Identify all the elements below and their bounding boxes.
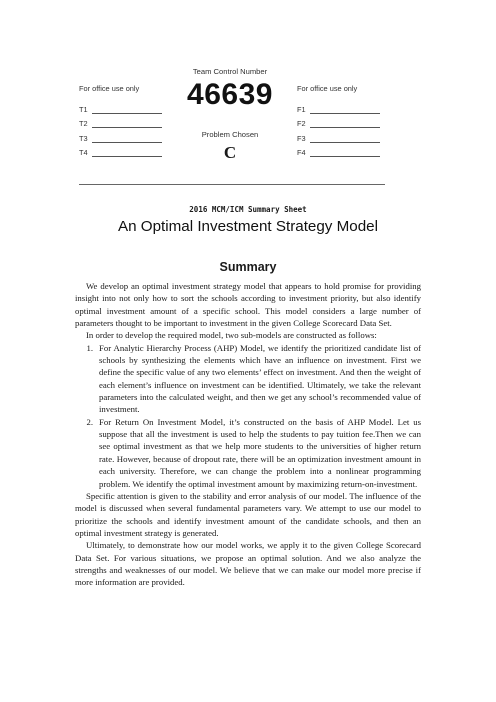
blank-line xyxy=(92,134,162,143)
submodel-list xyxy=(75,342,421,490)
summary-body xyxy=(75,280,421,589)
office-row-t2: T2 xyxy=(79,114,162,129)
office-row-f4: F4 xyxy=(297,143,380,158)
office-use-right xyxy=(297,84,380,157)
office-row-t1: T1 xyxy=(79,99,162,114)
list-text: For Return On Investment Model, it’s constructed on the basis of AHP Model. Let us suppose that all the investment is used to help the students to pay tuition fee.Then we can see optimal investment as that we help more students to the universities of higher return rate. However, because of dropout rate, there will be an optimization investment amount in each university. Therefore, we can change the problem into a nonlinear programming problem. We identify the optimal investment amount by maximizing return-on-investment. xyxy=(99,416,421,489)
office-row-t4: T4 xyxy=(79,143,162,158)
blank-line xyxy=(310,134,380,143)
list-item xyxy=(75,416,421,490)
office-use-left xyxy=(79,84,162,157)
team-info xyxy=(180,67,280,163)
cover-header xyxy=(0,0,496,190)
team-control-number: 46639 xyxy=(187,78,273,111)
list-number: 2. xyxy=(86,416,93,427)
team-control-label: Team Control Number xyxy=(192,67,268,76)
blank-line xyxy=(310,119,380,128)
blank-line xyxy=(92,105,162,114)
office-row-f3: F3 xyxy=(297,128,380,143)
summary-heading: Summary xyxy=(219,260,277,274)
list-text: For Analytic Hierarchy Process (AHP) Model, we identify the prioritized candidate list of schools by synthesizing the elements which have an influence on investment. First we define the specific value of any two elements’ effect on investment. And then the weight of each element’s influence on investment can be identified. Ultimately, we take the relevant parameters into the calculated weight, and then we get any school’s recommended value of investment. xyxy=(99,342,421,415)
sheet-title: 2016 MCM/ICM Summary Sheet xyxy=(189,205,307,214)
header-divider xyxy=(79,184,385,185)
problem-chosen-label: Problem Chosen xyxy=(201,130,259,139)
office-row-f2: F2 xyxy=(297,114,380,129)
office-use-label: For office use only xyxy=(297,84,358,93)
blank-line xyxy=(92,119,162,128)
list-item xyxy=(75,342,421,416)
summary-paragraph: Ultimately, to demonstrate how our model works, we apply it to the given College Scorecard Data Set. For various situations, we propose an optimal solution. And we also analyze the strengths and weaknesses of our model. We believe that we can make our model more precise if more information are provided. xyxy=(75,540,421,588)
summary-paragraph: In order to develop the required model, two sub-models are constructed as follows: xyxy=(86,330,377,341)
paper-title: An Optimal Investment Strategy Model xyxy=(118,218,378,235)
office-use-label: For office use only xyxy=(79,84,140,93)
problem-chosen-value: C xyxy=(223,143,237,162)
blank-line xyxy=(310,105,380,114)
office-row-t3: T3 xyxy=(79,128,162,143)
list-number: 1. xyxy=(86,342,93,353)
blank-line xyxy=(92,148,162,157)
summary-paragraph: Specific attention is given to the stability and error analysis of our model. The influence of the model is discussed when several fundamental parameters vary. We attempt to use our model to prioritize the schools and identify investment amount of the candidate schools, and then an optimal investment strategy is generated. xyxy=(75,490,421,538)
blank-line xyxy=(310,148,380,157)
summary-paragraph: We develop an optimal investment strategy model that appears to hold promise for providing insight into not only how to sort the schools according to investment priority, but also identify optimal investment amount of a specific school. This model considers a large number of parameters thought to be important to investment in the given College Scorecard Data Set. xyxy=(75,281,421,329)
office-row-f1: F1 xyxy=(297,99,380,114)
